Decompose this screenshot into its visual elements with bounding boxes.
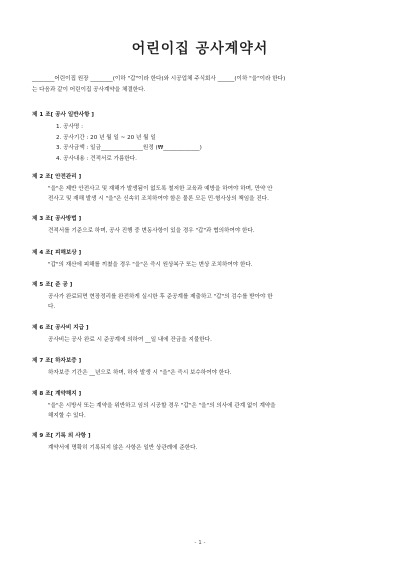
article-heading: 제 7 조[ 하자보증 ] [32, 358, 82, 364]
article-body-line: 다. [48, 304, 56, 310]
article-body [32, 443, 368, 453]
article-body-line: 하자보증 기간은 __년으로 하며, 하자 발생 시 "을"은 즉시 보수하여야 한다. [48, 370, 232, 376]
article-1 [32, 110, 368, 164]
intro-paragraph [32, 74, 368, 96]
article-body-line: "을"은 제반 안전사고 및 재해가 발생됨이 없도록 철저한 교육과 예방을 하여야 하며, 만약 안 [48, 186, 273, 192]
article-body-line: 계약서에 명확히 기록되지 않은 사항은 일반 상관례에 준한다. [48, 445, 198, 451]
article-body [32, 226, 368, 236]
article-heading: 제 2 조[ 안전관리 ] [32, 174, 82, 180]
article-body [32, 260, 368, 270]
article-heading: 제 8 조[ 계약해지 ] [32, 391, 82, 397]
article-2 [32, 172, 368, 204]
article-body [32, 401, 368, 421]
article-body [32, 292, 368, 312]
article-heading: 제 4 조[ 피해보상 ] [32, 250, 82, 256]
article-body-line: 견적서를 기준으로 하며, 공사 진행 중 변동사항이 있을 경우 "갑"과 협의하여야 한다. [48, 228, 255, 234]
article-heading: 제 9 조[ 기록 외 사항 ] [32, 433, 91, 439]
article-body-line: "갑"의 재산에 피해를 끼쳤을 경우 "을"은 즉시 원상복구 또는 변상 조치하여야 한다. [48, 262, 253, 268]
article-body-line: 공사가 완료되면 현장정리를 완전하게 실시한 후 준공계를 제출하고 "갑"의 검수를 받아야 한 [48, 294, 273, 300]
intro-line: 는 다음과 같이 어린이집 공사계약을 체결한다. [32, 87, 146, 93]
document-title: 어린이집 공사계약서 [131, 41, 269, 57]
article-9 [32, 431, 368, 453]
article-3 [32, 214, 368, 236]
article-5 [32, 280, 368, 312]
article-6 [32, 323, 368, 345]
article-body-line: 전사고 및 재해 발생 시 "을"은 신속히 조치하여야 함은 물론 모든 민·형사상의 책임을 진다. [48, 196, 269, 202]
article-8 [32, 389, 368, 421]
article-4 [32, 248, 368, 270]
article-body [32, 184, 368, 204]
article-item: 4. 공사내용 : 견적서로 가름한다. [56, 155, 137, 162]
article-7 [32, 356, 368, 378]
article-heading: 제 3 조[ 공사방법 ] [32, 216, 82, 222]
page-number: - 1 - [194, 540, 206, 546]
article-item: 3. 공사금액 : 일금_______________원정 (₩_____________) [56, 145, 202, 151]
article-body-line: 공사비는 공사 완료 시 준공계에 의하여 __일 내에 잔금을 지불한다. [48, 337, 212, 343]
article-body-line: 해지할 수 있다. [48, 413, 86, 419]
article-item: 1. 공사명 : [56, 124, 83, 130]
article-body [32, 335, 368, 345]
article-item-list [32, 122, 368, 164]
article-heading: 제 1 조[ 공사 일반사항 ] [32, 112, 94, 118]
article-body [32, 368, 368, 378]
article-heading: 제 5 조[ 준 공 ] [32, 282, 73, 288]
article-heading: 제 6 조[ 공사비 지급 ] [32, 325, 89, 331]
article-item: 2. 공사기간 : 20 년 월 일 ~ 20 년 월 일 [56, 134, 156, 141]
intro-line: ________어린이집 원장 ________(이하 "갑"이라 한다)와 시공업체 주식회사 ______(이하 "을"이라 한다) [32, 76, 286, 82]
article-body-line: "을"은 시방서 또는 계약을 위반하고 임의 시공할 경우 "갑"은 "을"의 의사에 관계 없이 계약을 [48, 403, 276, 409]
